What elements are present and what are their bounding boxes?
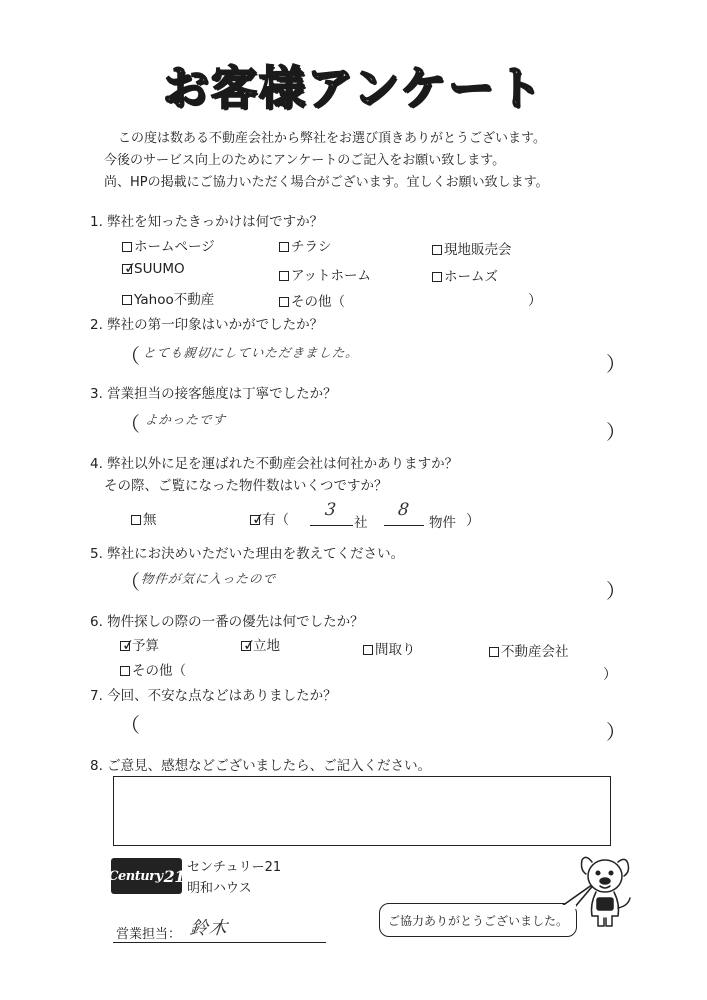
- checkbox[interactable]: [279, 242, 289, 252]
- question-6: 6. 物件探しの際の一番の優先は何でしたか？: [90, 614, 364, 630]
- q7-open-paren: （: [120, 713, 140, 737]
- q6-option-other[interactable]: その他（: [120, 659, 186, 679]
- q3-open-paren: （: [120, 412, 140, 436]
- intro-line-2: 今後のサービス向上のためにアンケートのご記入をお願い致します。: [104, 153, 506, 168]
- q1-option-homes[interactable]: ホームズ: [432, 265, 498, 285]
- checkmark-icon: ✓: [242, 635, 257, 655]
- q2-close-paren: ）: [606, 352, 626, 376]
- checkbox[interactable]: [489, 647, 499, 657]
- question-1: 1. 弊社を知ったきっかけは何ですか？: [90, 214, 324, 230]
- q5-close-paren: ）: [606, 579, 626, 603]
- checkbox-checked[interactable]: [122, 258, 138, 278]
- question-2: 2. 弊社の第一印象はいかがでしたか？: [90, 317, 324, 333]
- q1-close-paren: ）: [528, 293, 542, 309]
- q1-option-flyer[interactable]: チラシ: [279, 235, 332, 255]
- q4-option-none[interactable]: 無: [131, 508, 157, 528]
- q2-open-paren: （: [120, 344, 140, 368]
- checkbox[interactable]: [122, 242, 132, 252]
- q6-close-paren: ）: [603, 667, 617, 683]
- q7-close-paren: ）: [606, 720, 626, 744]
- q6-option-budget[interactable]: ✓ 予算: [121, 635, 159, 655]
- q6-option-location[interactable]: ✓ 立地: [242, 635, 280, 655]
- q8-comment-box[interactable]: [113, 776, 611, 846]
- q4-properties-underline: [384, 525, 424, 526]
- q5-answer[interactable]: 物件が気に入ったので: [140, 571, 277, 586]
- q4-option-yes[interactable]: ✓ 有（: [251, 509, 289, 529]
- q6-option-layout[interactable]: 間取り: [363, 638, 416, 658]
- q4-properties-count[interactable]: 8: [396, 500, 411, 520]
- intro-line-3: 尚、HPの掲載にご協力いただく場合がございます。宜しくお願い致します。: [104, 175, 549, 190]
- q1-option-open-house[interactable]: 現地販売会: [432, 238, 512, 258]
- checkbox[interactable]: [279, 297, 289, 307]
- company-name-line-1: センチュリー21: [187, 860, 282, 875]
- intro-line-1: この度は数ある不動産会社から弊社をお選び頂きありがとうございます。: [118, 131, 546, 146]
- company-name-line-2: 明和ハウス: [187, 881, 252, 896]
- staff-label: 営業担当：: [116, 927, 182, 942]
- q4-companies-unit: 社: [354, 515, 368, 531]
- q6-option-agency[interactable]: 不動産会社: [489, 640, 569, 660]
- checkbox-checked[interactable]: [120, 635, 136, 655]
- checkbox[interactable]: [122, 295, 132, 305]
- question-8: 8. ご意見、感想などございましたら、ご記入ください。: [90, 758, 432, 774]
- question-3: 3. 営業担当の接客態度は丁寧でしたか？: [90, 386, 337, 402]
- checkbox[interactable]: [432, 272, 442, 282]
- checkbox[interactable]: [363, 645, 373, 655]
- question-4-line-1: 4. 弊社以外に足を運ばれた不動産会社は何社かありますか？: [90, 456, 459, 472]
- checkbox[interactable]: [131, 515, 141, 525]
- checkbox[interactable]: [432, 245, 442, 255]
- question-7: 7. 今回、不安な点などはありましたか？: [90, 688, 337, 704]
- q3-answer[interactable]: よかったです: [144, 412, 227, 427]
- q1-option-homepage[interactable]: ホームページ: [122, 235, 215, 255]
- century21-logo: Century 21: [111, 858, 182, 894]
- q1-option-other[interactable]: その他（: [279, 290, 345, 310]
- q2-answer[interactable]: とても親切にしていただきました。: [142, 345, 360, 360]
- q4-companies-underline: [310, 525, 353, 526]
- q1-option-athome[interactable]: アットホーム: [279, 264, 371, 284]
- q3-close-paren: ）: [606, 420, 626, 444]
- checkbox-checked[interactable]: [241, 635, 257, 655]
- staff-signature-line: [113, 942, 326, 943]
- q1-option-suumo[interactable]: ✓ SUUMO: [123, 258, 185, 278]
- checkmark-icon: ✓: [123, 258, 138, 278]
- q4-properties-unit: 物件: [429, 515, 456, 531]
- page-title: お客様アンケート: [162, 61, 545, 115]
- thanks-message: ご協力ありがとうございました。: [387, 913, 568, 928]
- checkmark-icon: ✓: [251, 509, 266, 529]
- question-5: 5. 弊社にお決めいただいた理由を教えてください。: [90, 546, 405, 562]
- checkbox[interactable]: [279, 271, 289, 281]
- q4-companies-count[interactable]: 3: [323, 500, 338, 520]
- q1-option-yahoo[interactable]: Yahoo不動産: [122, 288, 214, 308]
- checkbox-checked[interactable]: [250, 509, 266, 529]
- question-4-line-2: その際、ご覧になった物件数はいくつですか？: [104, 478, 388, 494]
- q4-close-paren: ）: [466, 513, 480, 529]
- checkbox[interactable]: [120, 666, 130, 676]
- thanks-speech-bubble: [379, 903, 577, 937]
- staff-name[interactable]: 鈴木: [188, 918, 229, 939]
- checkmark-icon: ✓: [121, 635, 136, 655]
- q5-open-paren: （: [120, 570, 140, 594]
- dog-mascot-icon: [578, 852, 636, 934]
